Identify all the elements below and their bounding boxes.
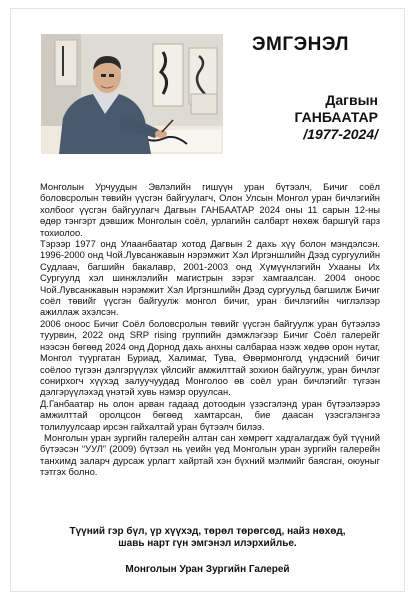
- life-years: /1977-2024/: [303, 126, 378, 142]
- first-name: Дагвын: [325, 92, 378, 108]
- condolence-line-1: Түүний гэр бүл, үр хүүхэд, төрөл төрөгсөд, найз нөхөд,: [69, 526, 346, 537]
- condolence-line-2: шавь нарт гүн эмгэнэл илэрхийлье.: [118, 538, 297, 549]
- paragraph-1: Монголын Урчуудын Эвлэлийн гишүүн уран бүтээлч, Бичиг соёл боловсролын төвийн үүсгэн байгуулагч, Олон Улсын Монгол уран бичлэгийн холбоог үүсгэн байгуулагч Дагвын ГАНБААТАР 2024 оны 11 сарын 12-ны өдөр тэнгэрт дэвшиж Монголын соёл, урлагийн салбарт нөхөж баршгүй гарз тохиолоо.: [40, 181, 380, 238]
- signature: Монголын Уран Зургийн Галерей: [125, 564, 290, 575]
- paragraph-5: Монголын уран зургийн галерейн алтан сан хөмрөгт хадгалагдаж буй түүний бүтээсэн “УУЛ” (2009) бүтээл нь үеийн үед Монголын уран зургийн галерейн танхимд заларч дурсаж урлагт хайртай хэн бүхний мэлмийг баясган, оюуныг тэтгэх болно.: [40, 431, 380, 478]
- deceased-name-block: [228, 92, 378, 143]
- last-name: ГАНБААТАР: [294, 109, 378, 125]
- obituary-body: [40, 181, 380, 478]
- paragraph-3: 2006 оноос Бичиг Соёл боловсролын төвийг үүсгэн байгуулж уран бүтээлээ туурвин, 2022 онд SRP rising группийн дэмжлэгээр Бичиг Соёл галерейг нээсэн бөгөөд 2024 онд Дорнод дахь анхны салбараа нээж хөдөө орон нутаг, Монгол түургатан Буриад, Халимаг, Тува, Өвөрмонголд үндэсний бичиг соёлоо түгээн дэлгэрүүлэх үйлсийг амжилттай зохион байгуулж, уран бичлэг сонирхогч хүүхэд залуучуудад Монголоо өв соёл уран бичлэгийг түгээн дэлгэрүүлэхэд үнэтэй хувь нэмэр оруулсан.: [40, 317, 380, 398]
- portrait-image: [41, 34, 223, 154]
- condolence-message: [30, 526, 385, 550]
- paragraph-2: Тэрээр 1977 онд Улаанбаатар хотод Дагвын 2 дахь хүү болон мэндэлсэн. 1996-2000 онд Чой.Лувсанжавын нэрэмжит Хэл Иргэншлийн Дээд сургуулийн Судлаач, багшийн бакалавр, 2001-2003 онд Хүмүүнлэгийн Ухааны Их Сургуулд хэл шинжлэлийн магистрын зэрэг хамгаалсан. 2004 оноос Чой.Лувсанжавын нэрэмжит Хэл Иргэншлийн Дээд сургуульд багшилж Бичиг соёл төвийг үүсгэн байгуулж монгол бичиг, уран бичлэгийн чиглэлээр ажиллаж эхэлсэн.: [40, 238, 380, 318]
- paragraph-4: Д.Ганбаатар нь олон арван гадаад дотоодын үзэсгэлэнд уран бүтээлээрээ амжилттай оролцсон бөгөөд хамтарсан, бие даасан үзэсгэлэнгээ толилуулсаар ирсэн гайхалтай уран бүтээлч билээ.: [40, 397, 380, 432]
- page-title: ЭМГЭНЭЛ: [252, 34, 349, 55]
- portrait-photo: [41, 34, 223, 154]
